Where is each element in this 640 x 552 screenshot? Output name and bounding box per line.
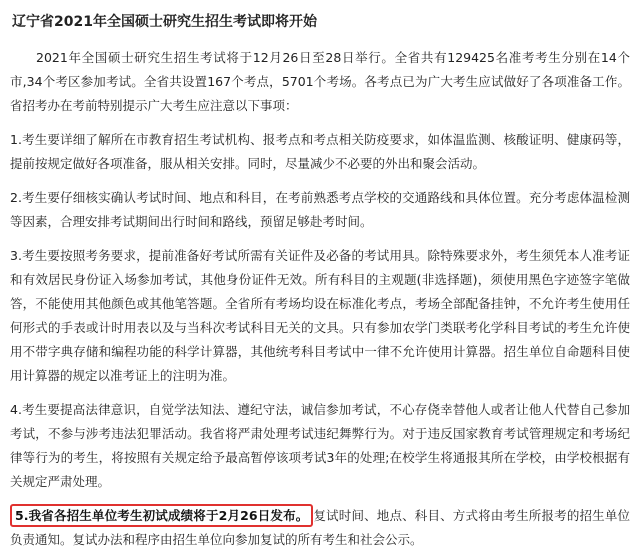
item-2-paragraph: 2.考生要仔细核实确认考试时间、地点和科目，在考前熟悉考点学校的交通路线和具体位置。充分考虑体温检测等因素，合理安排考试期间出行时间和路线，预留足够赴考时间。 xyxy=(10,190,630,229)
item-4-paragraph: 4.考生要提高法律意识，自觉学法知法、遵纪守法，诚信参加考试，不心存侥幸替他人或者让他人代替自己参加考试，不参与涉考违法犯罪活动。我省将严肃处理考试违纪舞弊行为。对于违反国家教育考试管理规定和考场纪律等行为的考生，将按照有关规定给予最高暂停该项考试3年的处理;在校学生将通报其所在学校，由学校根据有关规定严肃处理。 xyxy=(10,402,630,489)
item-5-paragraph xyxy=(10,504,630,552)
item-3-paragraph: 3.考生要按照考务要求，提前准备好考试所需有关证件及必备的考试用具。除特殊要求外，考生须凭本人准考证和有效居民身份证入场参加考试，其他身份证件无效。所有科目的主观题(非选择题)，须使用黑色字迹签字笔做答，不能使用其他颜色或其他笔答题。全省所有考场均设在标准化考点，考场全部配备挂钟，不允许考生使用任何形式的手表或计时用表以及与当科次考试科目无关的文具。只有参加农学门类联考化学科目考试的考生允许使用不带字典存储和编程功能的科学计算器，其他统考科目考试中一律不允许使用计算器。招生单位自命题科目使用计算器的规定以准考证上的注明为准。 xyxy=(10,248,630,383)
intro-paragraph xyxy=(10,46,630,118)
article-title: 辽宁省2021年全国硕士研究生招生考试即将开始 xyxy=(12,14,317,30)
item-1-paragraph: 1.考生要详细了解所在市教育招生考试机构、报考点和考点相关防疫要求，如体温监测、核酸证明、健康码等，提前按规定做好各项准备，服从相关安排。同时，尽量减少不必要的外出和聚会活动。 xyxy=(10,132,630,171)
intro-text: 2021年全国硕士研究生招生考试将于12月26日至28日举行。全省共有129425名准考考生分别在14个市,34个考区参加考试。全省共设置167个考点，5701个考场。各考点已为广大考生应试做好了各项准备工作。省招考办在考前特别提示广大考生应注意以下事项： xyxy=(10,50,630,113)
highlighted-notice: 5.我省各招生单位考生初试成绩将于2月26日发布。 xyxy=(10,504,313,527)
item-5-rest-text: 复试时间、地点、科目、方式将由考生所报考的招生单位负责通知。复试办法和程序由招生单位向参加复试的所有考生和社会公示。 xyxy=(10,508,630,547)
